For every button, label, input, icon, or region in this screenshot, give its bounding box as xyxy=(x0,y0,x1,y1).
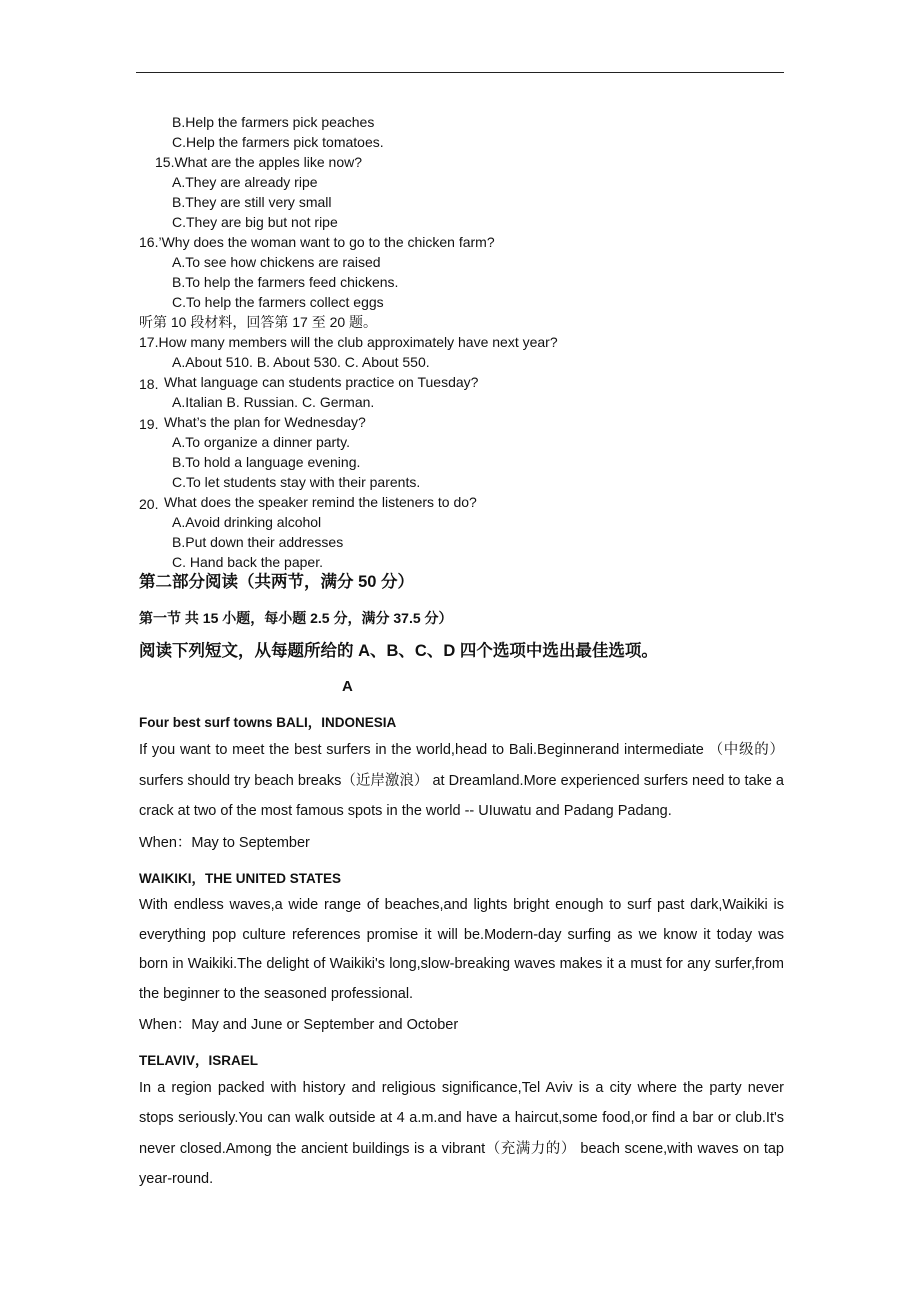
q19-number: 19. xyxy=(139,416,159,432)
q14-option-b: B.Help the farmers pick peaches xyxy=(172,114,375,130)
q15-question: 15.What are the apples like now? xyxy=(155,154,363,170)
q19-option-a: A.To organize a dinner party. xyxy=(172,434,350,450)
q18-question: What language can students practice on Tuesday? xyxy=(164,374,479,390)
reading-instruction: 阅读下列短文，从每题所给的 A、B、C、D 四个选项中选出最佳选项。 xyxy=(139,642,658,660)
q18-number: 18. xyxy=(139,376,159,392)
q19-option-b: B.To hold a language evening. xyxy=(172,454,361,470)
heading-waikiki: WAIKIKI，THE UNITED STATES xyxy=(139,871,341,886)
when-waikiki: When：May and June or September and October xyxy=(139,1017,459,1033)
q14-option-c: C.Help the farmers pick tomatoes. xyxy=(172,134,384,150)
q20-option-b: B.Put down their addresses xyxy=(172,534,344,550)
passage-label: A xyxy=(342,678,353,695)
when-bali: When：May to September xyxy=(139,835,310,851)
q15-option-b: B.They are still very small xyxy=(172,194,332,210)
q16-option-c: C.To help the farmers collect eggs xyxy=(172,294,384,310)
heading-bali: Four best surf towns BALI，INDONESIA xyxy=(139,715,397,730)
heading-telaviv: TELAVIV，ISRAEL xyxy=(139,1053,259,1068)
q20-number: 20. xyxy=(139,496,159,512)
section-one-title: 第一节 共 15 小题，每小题 2.5 分，满分 37.5 分） xyxy=(139,610,453,626)
q16-option-b: B.To help the farmers feed chickens. xyxy=(172,274,399,290)
q18-options: A.Italian B. Russian. C. German. xyxy=(172,394,375,410)
header-rule xyxy=(136,72,784,73)
section-10-instruction: 听第 10 段材料，回答第 17 至 20 题。 xyxy=(139,314,378,330)
paragraph-telaviv: In a region packed with history and religious significance,Tel Aviv is a city where the party never stops seriously.You can walk outside at 4 a.m.and have a haircut,some food,or find a bar or club.It's never closed.Among the ancient buildings is a vibrant（充满力的） beach scene,with waves on tap year-round. xyxy=(139,1080,784,1187)
q17-options: A.About 510. B. About 530. C. About 550. xyxy=(172,354,430,370)
q20-option-a: A.Avoid drinking alcohol xyxy=(172,514,322,530)
paragraph-bali: If you want to meet the best surfers in the world,head to Bali.Beginnerand intermediate （中级的） surfers should try beach breaks（近岸激浪） at Dreamland.More experienced surfers need to take a crack at two of the most famous spots in the world -- UIuwatu and Padang Padang. xyxy=(139,742,784,819)
part-two-title: 第二部分阅读（共两节，满分 50 分） xyxy=(139,573,415,591)
paragraph-waikiki: With endless waves,a wide range of beaches,and lights bright enough to surf past dark,Waikiki is everything pop culture references promise it will be.Modern-day surfing as we know it today was born in Waikiki.The delight of Waikiki's long,slow-breaking waves makes it a must for any surfer,from the beginner to the seasoned professional. xyxy=(139,897,784,1002)
q20-question: What does the speaker remind the listeners to do? xyxy=(164,494,477,510)
q19-option-c: C.To let students stay with their parents. xyxy=(172,474,421,490)
q16-question: 16.’Why does the woman want to go to the chicken farm? xyxy=(139,234,495,250)
q15-option-c: C.They are big but not ripe xyxy=(172,214,338,230)
q19-question: What’s the plan for Wednesday? xyxy=(164,414,366,430)
q17-question: 17.How many members will the club approximately have next year? xyxy=(139,334,558,350)
q20-option-c: C. Hand back the paper. xyxy=(172,554,323,570)
q16-option-a: A.To see how chickens are raised xyxy=(172,254,381,270)
q15-option-a: A.They are already ripe xyxy=(172,174,318,190)
